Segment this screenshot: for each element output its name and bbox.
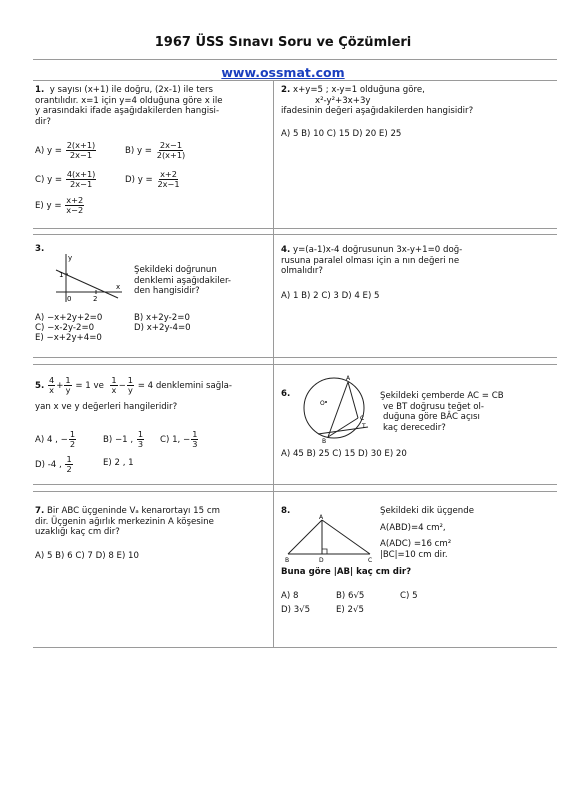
point-t-label: T: [362, 423, 366, 430]
q3-option-d[interactable]: D) x+2y-4=0: [134, 323, 191, 333]
q1-option-a[interactable]: A) y = $\frac{2(x+1)}{2x-1}$: [35, 140, 96, 160]
question-8: Şekildeki dik üçgende A(ABD)=4 cm², A(ADC) =16 cm² |BC|=10 cm dir.: [380, 506, 474, 560]
question-3: Şekildeki doğrunun denklemi aşağıdakiler- den hangisidir?: [134, 265, 232, 296]
q8-option-d[interactable]: D) 3√5: [281, 605, 311, 615]
q5-option-a[interactable]: A) 4 , − $\frac{1}{2}$: [35, 429, 76, 449]
divider: [33, 228, 557, 229]
tick-y-label: 1: [59, 271, 64, 279]
q1-option-e[interactable]: E) y = $\frac{x+2}{x-2}$: [35, 195, 84, 215]
question-8-number: 8.: [281, 506, 291, 516]
q5-option-e[interactable]: E) 2 , 1: [103, 458, 134, 468]
divider: [33, 234, 557, 235]
divider: [33, 59, 557, 60]
q5-option-c[interactable]: C) 1, − $\frac{1}{3}$: [160, 429, 198, 449]
question-2: 2. x+y=5 ; x-y=1 olduğuna göre, x²-y²+3x+3y ifadesinin değeri aşağıdakilerden hangisidir?: [281, 85, 474, 116]
question-6-number: 6.: [281, 389, 291, 399]
q8-option-e[interactable]: E) 2√5: [336, 605, 364, 615]
divider: [33, 364, 557, 365]
tick-x-label: 2: [93, 295, 98, 303]
q8-option-c[interactable]: C) 5: [400, 591, 418, 601]
question-4: 4. y=(a-1)x-4 doğrusunun 3x-y+1=0 doğ- rusuna paralel olması için a nın değeri ne olmalıdır?: [281, 245, 463, 276]
axis-y-label: y: [68, 254, 73, 262]
point-c-label: C: [360, 415, 365, 422]
q2-options[interactable]: A) 5 B) 10 C) 15 D) 20 E) 25: [281, 129, 402, 139]
q7-options[interactable]: A) 5 B) 6 C) 7 D) 8 E) 10: [35, 551, 139, 561]
divider: [33, 484, 557, 485]
question-1: 1. y sayısı (x+1) ile doğru, (2x-1) ile ters orantılıdır. x=1 için y=4 olduğuna göre x ile y arasındaki ifade aşağıdakilerden hangisi- dir?: [35, 85, 223, 127]
website-link[interactable]: www.ossmat.com: [221, 65, 345, 80]
q6-options[interactable]: A) 45 B) 25 C) 15 D) 30 E) 20: [281, 449, 407, 459]
point-d-label: D: [319, 557, 324, 564]
circle-figure: [298, 372, 370, 444]
q3-option-b[interactable]: B) x+2y-2=0: [134, 313, 190, 323]
point-b-label: B: [322, 438, 327, 444]
divider: [33, 357, 557, 358]
q3-option-e[interactable]: E) −x+2y+4=0: [35, 333, 102, 343]
triangle-figure: [282, 512, 378, 564]
question-8-prompt: Buna göre |AB| kaç cm dir?: [281, 567, 412, 577]
column-divider: [273, 80, 274, 647]
q4-options[interactable]: A) 1 B) 2 C) 3 D) 4 E) 5: [281, 291, 380, 301]
divider: [33, 647, 557, 648]
point-c-label: C: [368, 557, 373, 564]
q8-option-a[interactable]: A) 8: [281, 591, 299, 601]
point-a-label: A: [346, 375, 351, 382]
point-o-label: O: [320, 400, 325, 407]
q3-option-c[interactable]: C) −x-2y-2=0: [35, 323, 95, 333]
question-5-text: yan x ve y değerleri hangileridir?: [35, 402, 178, 412]
point-b-label: B: [285, 557, 290, 564]
question-5-equation: 5. $\frac{4}{x}$ + $\frac{1}{y}$ = 1 ve $\frac{1}{x}$ − $\frac{1}{y}$ = 4 denklemini sağla-: [35, 375, 232, 395]
q5-option-b[interactable]: B) −1 , $\frac{1}{3}$: [103, 429, 144, 449]
question-7: 7. Bir ABC üçgeninde Vₐ kenarortayı 15 cm dir. Üçgenin ağırlık merkezinin A köşesine uzaklığı kaç cm dir?: [35, 506, 220, 537]
divider: [33, 491, 557, 492]
q1-option-c[interactable]: C) y = $\frac{4(x+1)}{2x-1}$: [35, 169, 96, 189]
question-6: Şekildeki çemberde AC = CB ve BT doğrusu teğet ol- duğuna göre BÂC açısı kaç derecedir?: [380, 391, 504, 433]
q1-option-b[interactable]: B) y = $\frac{2x-1}{2(x+1)}$: [125, 140, 186, 160]
q8-option-b[interactable]: B) 6√5: [336, 591, 365, 601]
q1-option-d[interactable]: D) y = $\frac{x+2}{2x-1}$: [125, 169, 180, 189]
axis-x-label: x: [116, 283, 121, 291]
point-a-label: A: [319, 514, 324, 521]
q3-option-a[interactable]: A) −x+2y+2=0: [35, 313, 103, 323]
line-graph-figure: [52, 252, 124, 304]
origin-label: 0: [67, 295, 72, 303]
page-title: 1967 ÜSS Sınavı Soru ve Çözümleri: [154, 35, 412, 50]
q5-option-d[interactable]: D) -4 , $\frac{1}{2}$: [35, 454, 72, 474]
divider: [33, 80, 557, 81]
question-3-number: 3.: [35, 244, 45, 254]
